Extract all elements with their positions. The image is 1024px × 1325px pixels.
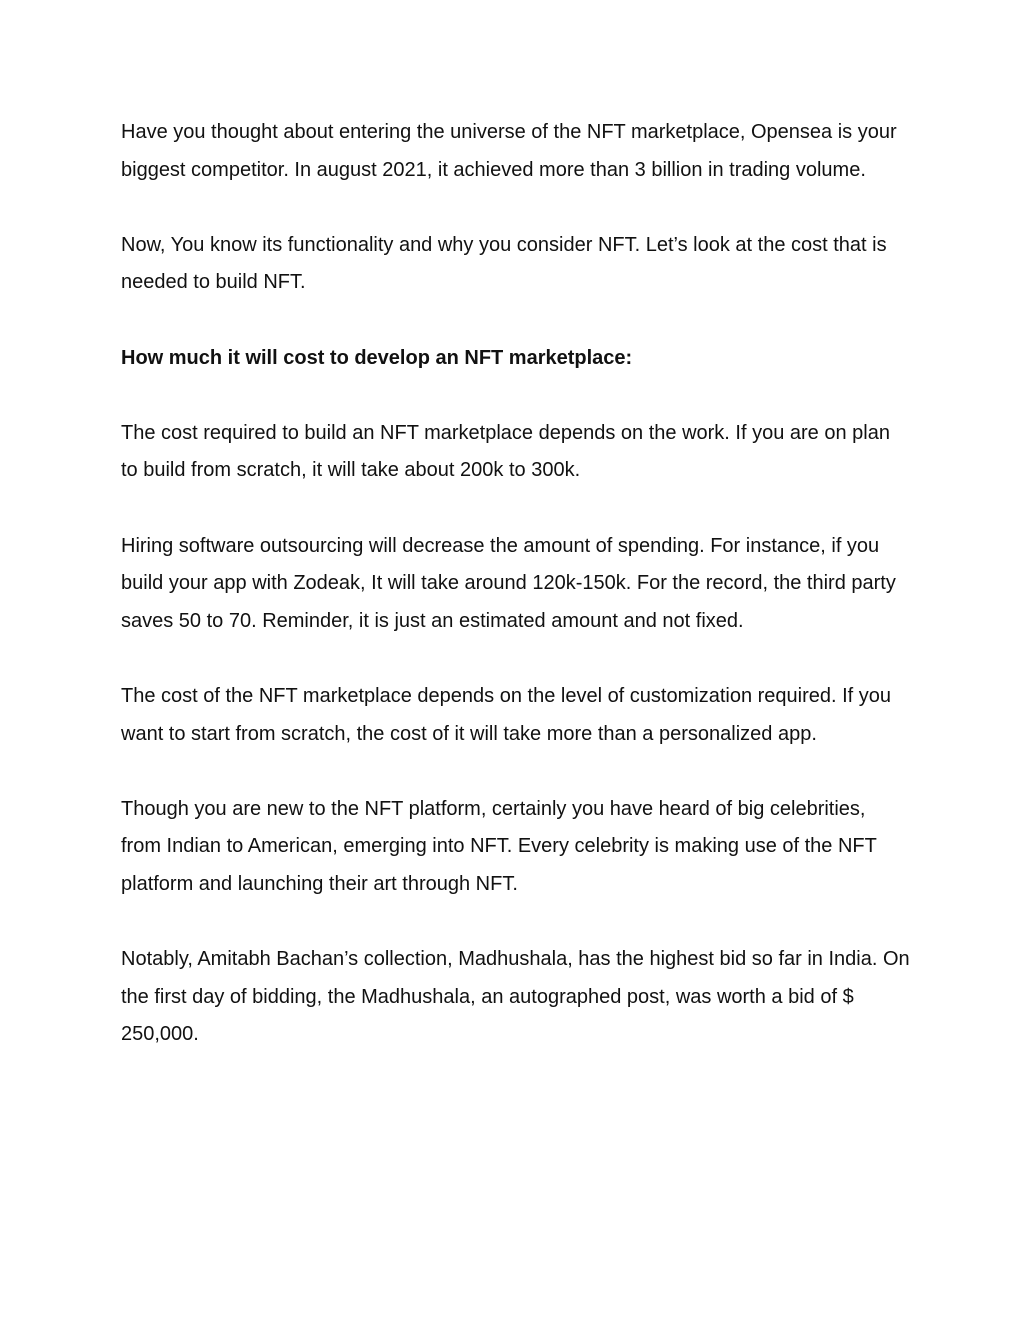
- paragraph-build-cost: The cost required to build an NFT marketplace depends on the work. If you are on plan to build from scratch, it will take about 200k to 300k.: [121, 421, 890, 482]
- paragraph-customization: The cost of the NFT marketplace depends on the level of customization required. If you want to start from scratch, the cost of it will take more than a personalized app.: [121, 684, 892, 745]
- paragraph-madhushala: Notably, Amitabh Bachan’s collection, Madhushala, has the highest bid so far in India. On the first day of bidding, the Madhushala, an autographed post, was worth a bid of $ 250,000.: [121, 948, 910, 1046]
- document-body: [121, 114, 911, 1054]
- paragraph-celebrities: Though you are new to the NFT platform, certainly you have heard of big celebrities, from Indian to American, emerging into NFT. Every celebrity is making use of the NFT platform and launching their art through NFT.: [121, 797, 877, 895]
- section-heading: How much it will cost to develop an NFT marketplace:: [121, 346, 633, 369]
- paragraph-outsourcing: Hiring software outsourcing will decrease the amount of spending. For instance, if you build your app with Zodeak, It will take around 120k-150k. For the record, the third party saves 50 to 70. Reminder, it is just an estimated amount and not fixed.: [121, 534, 896, 632]
- paragraph-opensea-intro: Have you thought about entering the universe of the NFT marketplace, Opensea is your biggest competitor. In august 2021, it achieved more than 3 billion in trading volume.: [121, 121, 897, 181]
- paragraph-cost-transition: Now, You know its functionality and why you consider NFT. Let’s look at the cost that is needed to build NFT.: [121, 233, 887, 294]
